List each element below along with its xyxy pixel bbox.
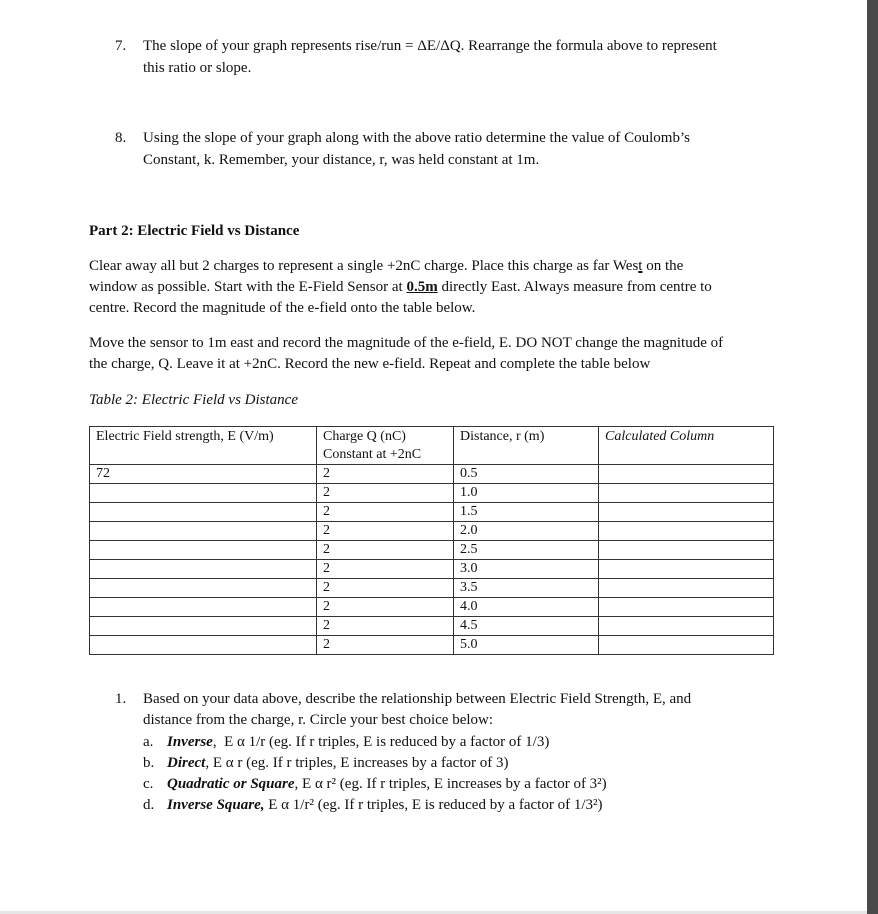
option-a[interactable]: a. Inverse, E α 1/r (eg. If r triples, E is reduced by a factor of 1/3) bbox=[143, 734, 550, 750]
cell-e[interactable] bbox=[90, 617, 317, 636]
table-caption: Table 2: Electric Field vs Distance bbox=[89, 392, 298, 408]
table-row bbox=[90, 636, 774, 655]
cell-r: 0.5 bbox=[454, 465, 599, 484]
question-1-line1: Based on your data above, describe the relationship between Electric Field Strength, E, and bbox=[143, 691, 692, 707]
cell-calc[interactable] bbox=[599, 560, 774, 579]
cell-q: 2 bbox=[317, 484, 454, 503]
cell-q: 2 bbox=[317, 598, 454, 617]
question-8-number: 8. bbox=[115, 130, 127, 146]
cell-calc[interactable] bbox=[599, 465, 774, 484]
question-7-number: 7. bbox=[115, 38, 127, 54]
cell-r: 1.5 bbox=[454, 503, 599, 522]
part2-para2-line1: Move the sensor to 1m east and record the magnitude of the e-field, E. DO NOT change the magnitude of bbox=[89, 335, 724, 351]
table-row bbox=[90, 465, 774, 484]
sensor-distance-emphasis: 0.5m bbox=[406, 279, 438, 295]
cell-calc[interactable] bbox=[599, 522, 774, 541]
question-8-line1: Using the slope of your graph along with the above ratio determine the value of Coulomb’s bbox=[143, 130, 690, 146]
electric-field-table bbox=[89, 426, 774, 655]
cell-q: 2 bbox=[317, 579, 454, 598]
question-1-line2: distance from the charge, r. Circle your best choice below: bbox=[143, 712, 494, 728]
part2-heading: Part 2: Electric Field vs Distance bbox=[89, 223, 300, 239]
table-row bbox=[90, 522, 774, 541]
question-1-number: 1. bbox=[115, 691, 127, 707]
cell-q: 2 bbox=[317, 465, 454, 484]
cell-calc[interactable] bbox=[599, 503, 774, 522]
cell-r: 5.0 bbox=[454, 636, 599, 655]
question-8-line2: Constant, k. Remember, your distance, r, was held constant at 1m. bbox=[143, 152, 540, 168]
part2-para1-line2: window as possible. Start with the E-Field Sensor at 0.5m directly East. Always measure from centre to bbox=[89, 279, 712, 295]
table-row bbox=[90, 598, 774, 617]
cell-calc[interactable] bbox=[599, 598, 774, 617]
cell-q: 2 bbox=[317, 503, 454, 522]
cell-e[interactable] bbox=[90, 541, 317, 560]
cell-r: 2.5 bbox=[454, 541, 599, 560]
cell-r: 1.0 bbox=[454, 484, 599, 503]
cell-q: 2 bbox=[317, 617, 454, 636]
question-7-line2: this ratio or slope. bbox=[143, 60, 252, 76]
table-row bbox=[90, 503, 774, 522]
cell-r: 2.0 bbox=[454, 522, 599, 541]
cell-e[interactable]: 72 bbox=[90, 465, 317, 484]
question-7-line1: The slope of your graph represents rise/run = ΔE/ΔQ. Rearrange the formula above to represent bbox=[143, 38, 717, 54]
cell-r: 3.0 bbox=[454, 560, 599, 579]
cell-q: 2 bbox=[317, 560, 454, 579]
table-row bbox=[90, 560, 774, 579]
cell-q: 2 bbox=[317, 636, 454, 655]
header-calculated: Calculated Column bbox=[599, 427, 774, 465]
cell-e[interactable] bbox=[90, 636, 317, 655]
cell-e[interactable] bbox=[90, 579, 317, 598]
cell-e[interactable] bbox=[90, 560, 317, 579]
cell-e[interactable] bbox=[90, 484, 317, 503]
option-b[interactable]: b. Direct, E α r (eg. If r triples, E increases by a factor of 3) bbox=[143, 755, 509, 771]
header-electric-field: Electric Field strength, E (V/m) bbox=[90, 427, 317, 465]
cell-calc[interactable] bbox=[599, 541, 774, 560]
cell-r: 4.5 bbox=[454, 617, 599, 636]
cell-e[interactable] bbox=[90, 522, 317, 541]
cell-q: 2 bbox=[317, 522, 454, 541]
option-d[interactable]: d. Inverse Square, E α 1/r² (eg. If r triples, E is reduced by a factor of 1/3²) bbox=[143, 797, 603, 813]
table-row bbox=[90, 541, 774, 560]
table-header-row bbox=[90, 427, 774, 465]
part2-para2-line2: the charge, Q. Leave it at +2nC. Record the new e-field. Repeat and complete the table below bbox=[89, 356, 651, 372]
text-cursor: t bbox=[638, 258, 643, 274]
option-c[interactable]: c. Quadratic or Square, E α r² (eg. If r triples, E increases by a factor of 3²) bbox=[143, 776, 607, 792]
table-row bbox=[90, 617, 774, 636]
cell-e[interactable] bbox=[90, 598, 317, 617]
cell-e[interactable] bbox=[90, 503, 317, 522]
cell-r: 3.5 bbox=[454, 579, 599, 598]
vertical-scrollbar[interactable] bbox=[867, 0, 878, 914]
header-charge: Charge Q (nC) Constant at +2nC bbox=[317, 427, 454, 465]
cell-calc[interactable] bbox=[599, 484, 774, 503]
part2-para1-line3: centre. Record the magnitude of the e-field onto the table below. bbox=[89, 300, 476, 316]
cell-calc[interactable] bbox=[599, 636, 774, 655]
part2-para1-line1: Clear away all but 2 charges to represent a single +2nC charge. Place this charge as far West on the bbox=[89, 258, 684, 274]
cell-calc[interactable] bbox=[599, 617, 774, 636]
cell-r: 4.0 bbox=[454, 598, 599, 617]
table-row bbox=[90, 484, 774, 503]
cell-q: 2 bbox=[317, 541, 454, 560]
cell-calc[interactable] bbox=[599, 579, 774, 598]
header-distance: Distance, r (m) bbox=[454, 427, 599, 465]
table-row bbox=[90, 579, 774, 598]
